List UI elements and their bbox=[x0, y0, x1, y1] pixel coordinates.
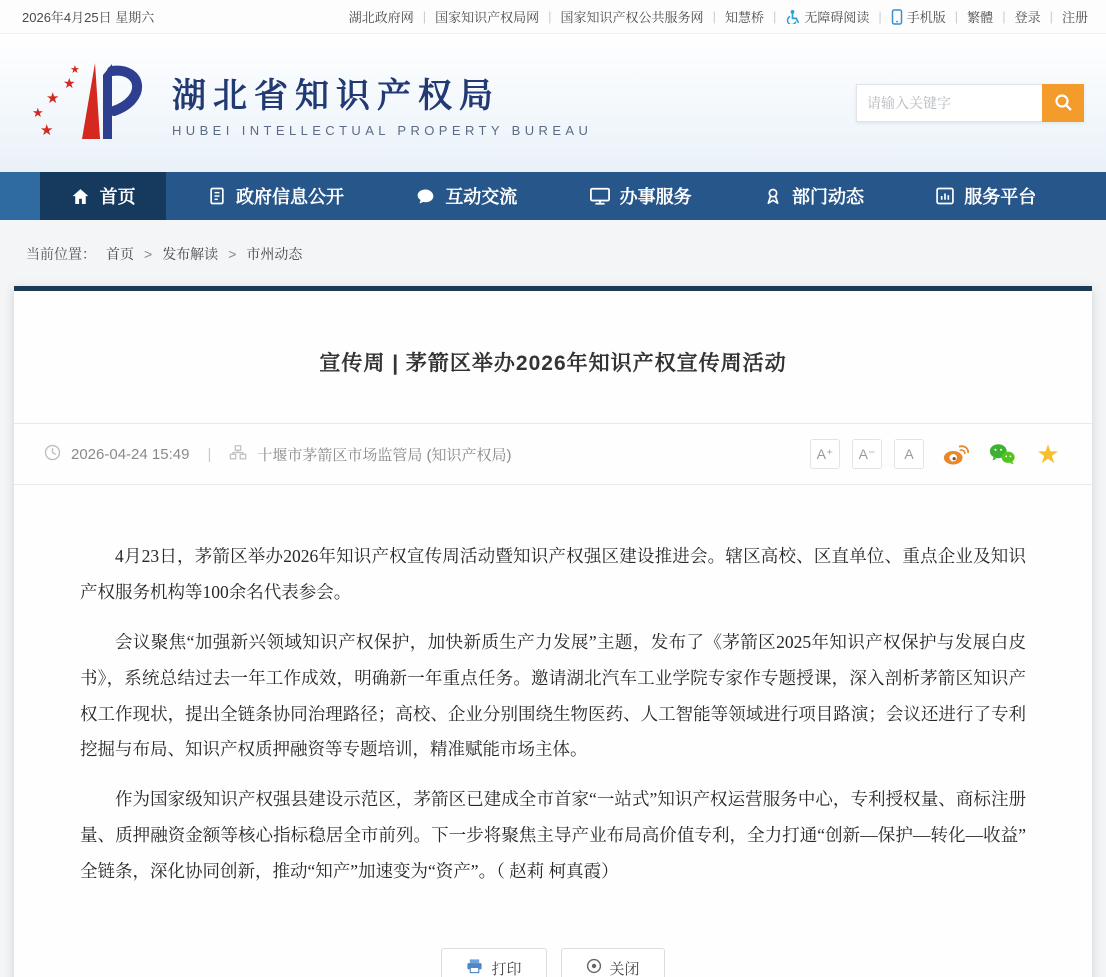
nav-item-department-news[interactable]: 部门动态 bbox=[733, 172, 894, 220]
svg-text:★: ★ bbox=[70, 63, 80, 76]
nav-item-home[interactable]: 首页 bbox=[40, 172, 166, 220]
printer-icon bbox=[466, 958, 483, 977]
nav-item-service-platform[interactable]: 服务平台 bbox=[905, 172, 1066, 220]
link-login[interactable]: 登录 bbox=[1014, 10, 1041, 25]
svg-text:★: ★ bbox=[63, 74, 76, 91]
bureau-logo bbox=[30, 55, 158, 152]
font-decrease-button[interactable]: A⁻ bbox=[852, 439, 882, 469]
search-icon bbox=[1053, 92, 1073, 115]
article-meta-row: 2026-04-24 15:49 | 十堰市茅箭区市场监管局 (知识产权局) A⁺ A⁻ A ★ bbox=[14, 423, 1092, 485]
site-header bbox=[0, 34, 1106, 172]
home-icon bbox=[70, 186, 91, 207]
chat-bubble-icon bbox=[415, 186, 436, 207]
breadcrumb-city-news[interactable]: 市州动态 bbox=[246, 246, 303, 262]
close-circle-icon bbox=[586, 958, 602, 977]
link-cnipa[interactable]: 国家知识产权局网 bbox=[435, 10, 540, 25]
article-source: 十堰市茅箭区市场监管局 (知识产权局) bbox=[257, 446, 512, 464]
article-card bbox=[14, 286, 1092, 977]
topbar-links: 湖北政府网 | 国家知识产权局网 | 国家知识产权公共服务网 | 知慧桥 | 无障碍阅读 | 手机版 | 繁體 | 登录 | 注册 bbox=[348, 9, 1088, 25]
link-zhihuiqiao[interactable]: 知慧桥 bbox=[724, 10, 764, 25]
close-button[interactable]: 关闭 bbox=[561, 948, 665, 977]
link-accessibility[interactable]: 无障碍阅读 bbox=[785, 7, 869, 26]
link-hubei-gov[interactable]: 湖北政府网 bbox=[348, 10, 414, 25]
main-nav bbox=[0, 172, 1106, 220]
breadcrumb-release[interactable]: 发布解读 bbox=[162, 246, 219, 262]
bar-chart-icon bbox=[935, 186, 955, 206]
breadcrumb-label: 当前位置： bbox=[26, 246, 96, 262]
breadcrumb: 当前位置： 首页 > 发布解读 > 市州动态 bbox=[26, 246, 303, 262]
article-title: 宣传周 | 茅箭区举办2026年知识产权宣传周活动 bbox=[319, 352, 787, 375]
link-mobile-version[interactable]: 手机版 bbox=[891, 7, 946, 26]
medal-icon bbox=[763, 186, 783, 207]
print-button[interactable]: 打印 bbox=[441, 948, 546, 977]
article-paragraph: 会议聚焦“加强新兴领域知识产权保护，加快新质生产力发展”主题，发布了《茅箭区2025年知识产权保护与发展白皮书》，系统总结过去一年工作成效，明确新一年重点任务。邀请湖北汽车工业学院专家作专题授课，深入剖析茅箭区知识产权工作现状，提出全链条协同治理路径；高校、企业分别围绕生物医药、人工智能等领域进行项目路演；会议还进行了专利挖掘与布局、知识产权质押融资等专题培训，精准赋能市场主体。 bbox=[80, 631, 1026, 760]
nav-item-services[interactable]: 办事服务 bbox=[559, 172, 722, 220]
nav-item-gov-info[interactable]: 政府信息公开 bbox=[177, 172, 374, 220]
breadcrumb-home[interactable]: 首页 bbox=[106, 246, 134, 262]
link-register[interactable]: 注册 bbox=[1061, 10, 1088, 25]
clock-icon bbox=[44, 444, 61, 465]
org-icon bbox=[229, 444, 247, 465]
article-paragraph: 作为国家级知识产权强县建设示范区，茅箭区已建成全市首家“一站式”知识产权运营服务中心，专利授权量、商标注册量、质押融资金额等核心指标稳居全市前列。下一步将聚焦主导产业布局高价值专利，全力打通“创新—保护—转化—收益”全链条，深化协同创新，推动“知产”加速变为“资产”。（ 赵莉 柯真霞） bbox=[80, 789, 1026, 881]
weibo-share-icon[interactable] bbox=[942, 440, 970, 468]
current-date: 2026年4月25日 星期六 bbox=[22, 10, 155, 25]
site-title: 湖北省知识产权局 bbox=[172, 78, 500, 115]
article-paragraph: 4月23日，茅箭区举办2026年知识产权宣传周活动暨知识产权强区建设推进会。辖区高校、区直单位、重点企业及知识产权服务机构等100余名代表参会。 bbox=[80, 546, 1026, 602]
publish-time: 2026-04-24 15:49 bbox=[71, 445, 190, 463]
wechat-share-icon[interactable] bbox=[988, 440, 1016, 468]
search-input[interactable] bbox=[856, 84, 1042, 122]
link-public-service[interactable]: 国家知识产权公共服务网 bbox=[560, 10, 704, 25]
site-search bbox=[856, 84, 1084, 122]
top-utility-bar bbox=[0, 0, 1106, 34]
article-body bbox=[14, 485, 1092, 890]
site-brand[interactable] bbox=[30, 55, 592, 152]
site-title-english: HUBEI INTELLECTUAL PROPERTY BUREAU bbox=[172, 123, 593, 138]
link-traditional-chinese[interactable]: 繁體 bbox=[967, 10, 994, 25]
font-increase-button[interactable]: A⁺ bbox=[810, 439, 840, 469]
phone-icon bbox=[891, 9, 903, 25]
monitor-icon bbox=[589, 186, 611, 206]
svg-text:★: ★ bbox=[32, 104, 44, 120]
accessibility-icon bbox=[785, 9, 800, 24]
svg-text:★: ★ bbox=[46, 89, 60, 107]
search-button[interactable] bbox=[1042, 84, 1084, 122]
favorite-star-icon[interactable]: ★ bbox=[1036, 439, 1060, 469]
document-icon bbox=[207, 186, 227, 206]
font-reset-button[interactable]: A bbox=[894, 439, 924, 469]
article-actions bbox=[14, 904, 1092, 977]
nav-item-interaction[interactable]: 互动交流 bbox=[385, 172, 547, 220]
svg-text:★: ★ bbox=[40, 121, 54, 139]
